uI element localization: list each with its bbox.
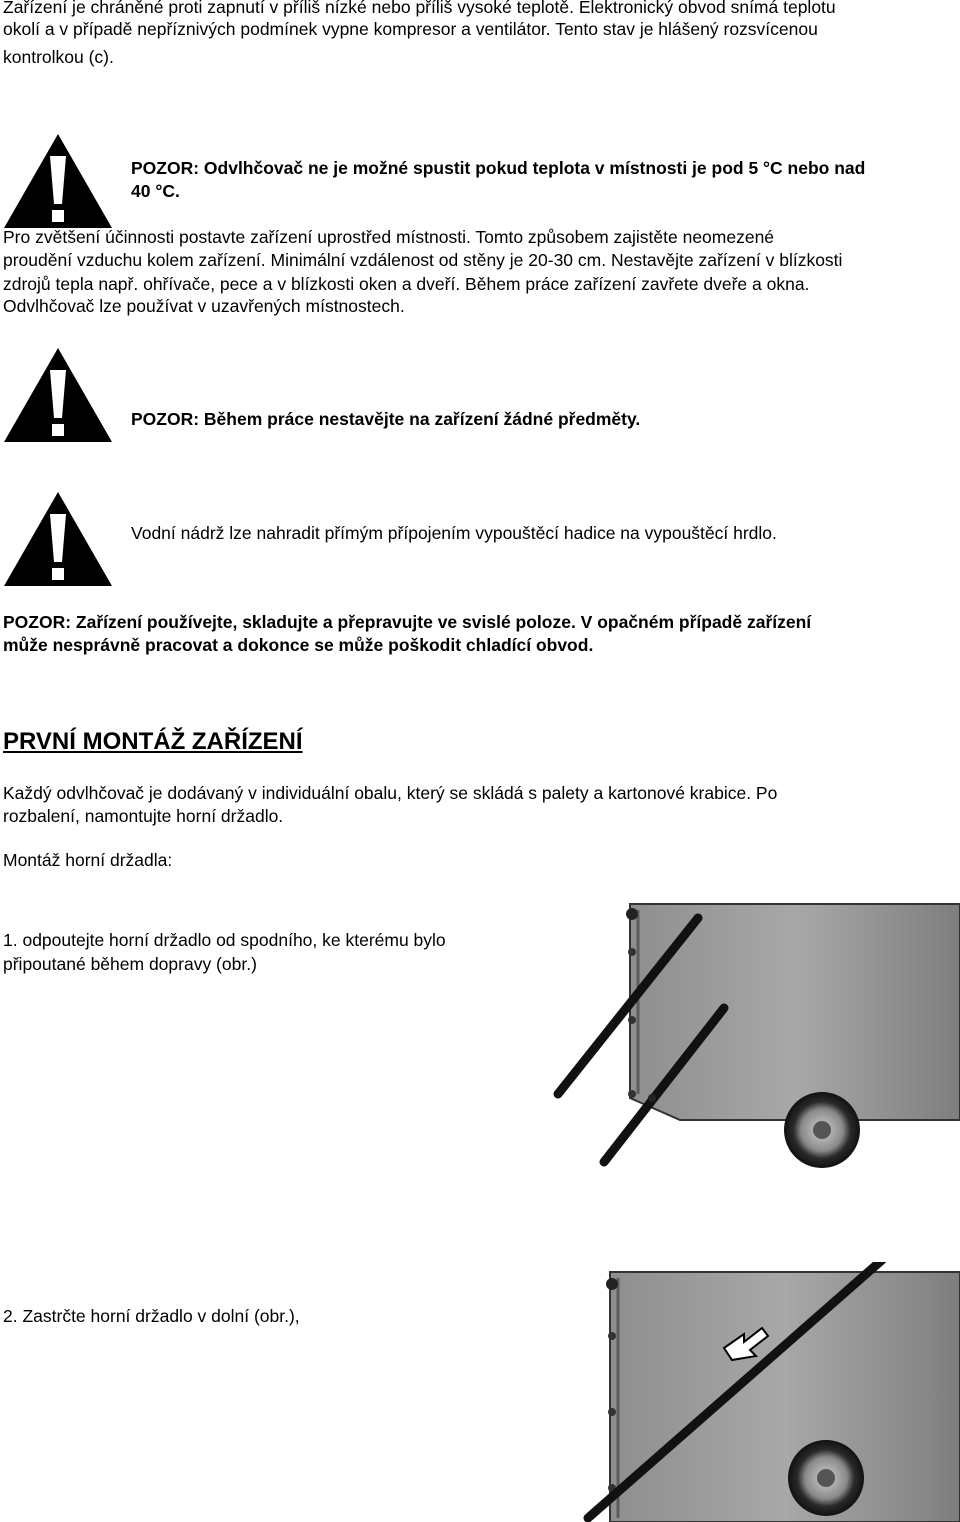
mount-title: Montáž horní držadla: [3, 850, 173, 870]
warning-triangle-icon [2, 346, 114, 444]
position-note-line-2: může nesprávně pracovat a dokonce se může poškodit chladící obvod. [3, 635, 594, 655]
placement-line-4: Odvlhčovač lze používat v uzavřených místnostech. [3, 296, 405, 316]
intro-line-1: Zařízení je chráněné proti zapnutí v příliš nízké nebo příliš vysoké teplotě. Elektronický obvod snímá teplotu [3, 0, 836, 17]
placement-line-3: zdrojů tepla např. ohřívače, pece a v blízkosti oken a dveří. Během práce zařízení zavřete dveře a okna. [3, 274, 810, 294]
warning-triangle-icon [2, 132, 114, 230]
warning1-line-1: POZOR: Odvlhčovač ne je možné spustit pokud teplota v místnosti je pod 5 °C nebo nad [131, 158, 866, 178]
packaging-line-1: Každý odvlhčovač je dodávaný v individuální obalu, který se skládá s palety a kartonové krabice. Po [3, 783, 778, 803]
step2-text: 2. Zastrčte horní držadlo v dolní (obr.), [3, 1306, 300, 1326]
placement-line-2: proudění vzduchu kolem zařízení. Minimální vzdálenost od stěny je 20-30 cm. Nestavějte zařízení v blízkosti [3, 250, 843, 270]
packaging-line-2: rozbalení, namontujte horní držadlo. [3, 806, 284, 826]
position-note-line-1: POZOR: Zařízení používejte, skladujte a přepravujte ve svislé poloze. V opačném případě zařízení [3, 612, 812, 632]
warning-triangle-icon [2, 490, 114, 588]
step1-line-2: připoutané během dopravy (obr.) [3, 954, 257, 974]
figure-handle-detached [548, 898, 960, 1188]
intro-line-2: okolí a v případě nepříznivých podmínek vypne kompresor a ventilátor. Tento stav je hlášený rozsvícenou [3, 19, 818, 39]
section-heading: PRVNÍ MONTÁŽ ZAŘÍZENÍ [3, 728, 303, 755]
step1-line-1: 1. odpoutejte horní držadlo od spodního, ke kterému bylo [3, 930, 446, 950]
warning1-line-2: 40 °C. [131, 181, 180, 201]
intro-line-3: kontrolkou (c). [3, 47, 114, 67]
warning2-text: POZOR: Během práce nestavějte na zařízení žádné předměty. [131, 409, 641, 429]
placement-line-1: Pro zvětšení účinnosti postavte zařízení uprostřed místnosti. Tomto způsobem zajistěte neomezené [3, 227, 775, 247]
warning3-text: Vodní nádrž lze nahradit přímým přípojením vypouštěcí hadice na vypouštěcí hrdlo. [131, 523, 777, 543]
figure-handle-inserted [548, 1262, 960, 1522]
